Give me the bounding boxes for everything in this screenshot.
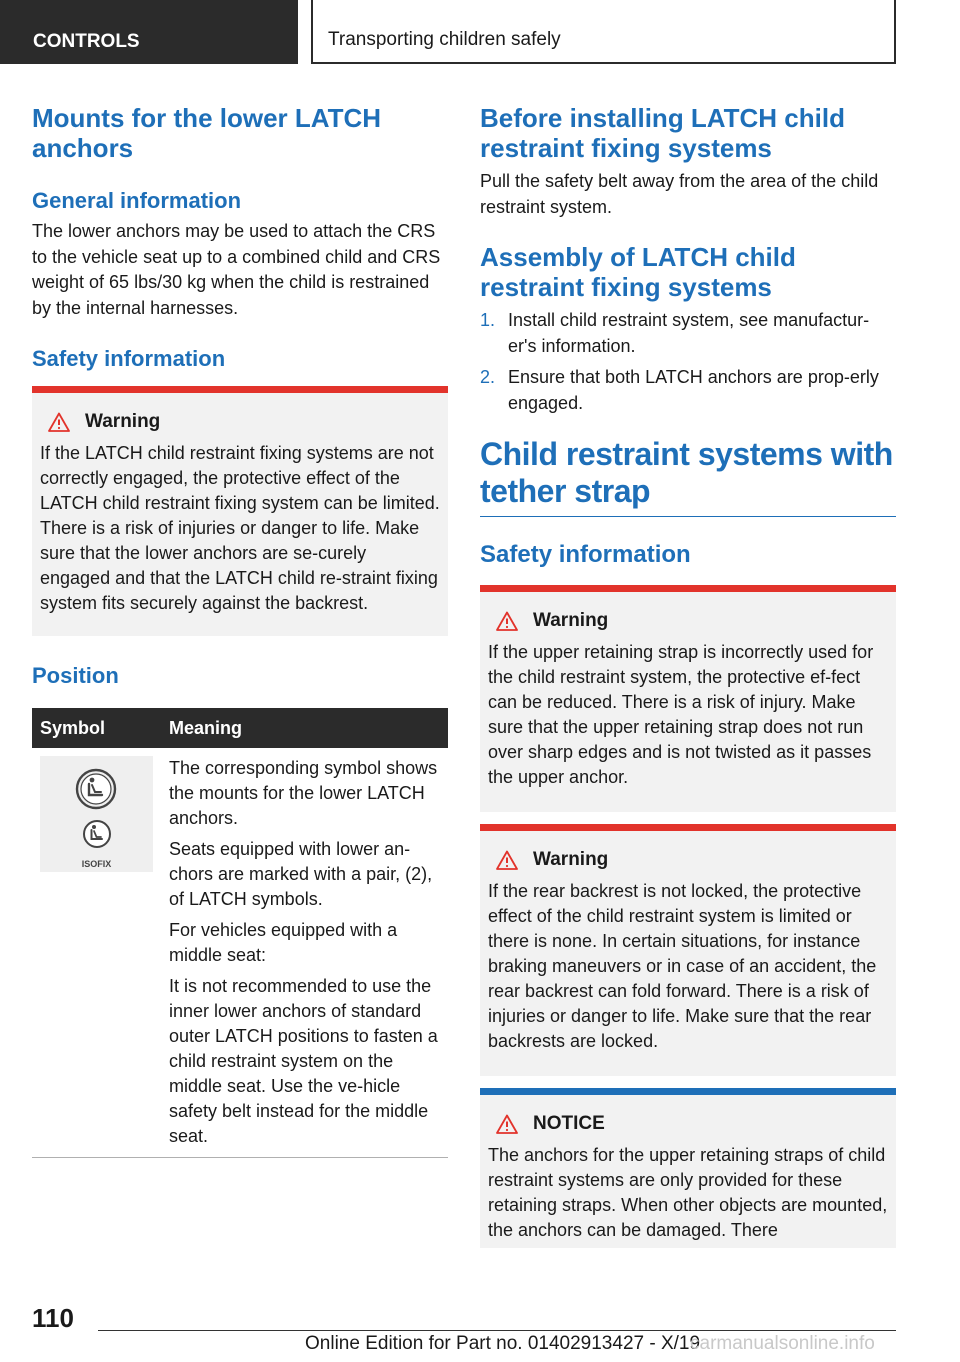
assembly-steps (480, 308, 896, 416)
warning-box (32, 386, 448, 636)
isofix-label: ISOFIX (81, 859, 112, 869)
tether-heading-block (480, 436, 896, 517)
warning-box-strap (480, 585, 896, 812)
notice-box (480, 1088, 896, 1248)
before-installing-text: Pull the safety belt away from the area of the child restraint system. (480, 171, 879, 217)
warning-text: If the LATCH child restraint fixing systems are not correctly engaged, the protective effect of the LATCH child restraint fixing system can be limited. There is a risk of injuries or danger to life. Make sure that the lower anchors are se-curely engaged and that the LATCH child re-straint fixing system fits securely against the backrest. (40, 443, 440, 613)
tether-heading: Child restraint systems with tether strap (480, 436, 893, 509)
table-row (32, 748, 448, 1158)
header-section-tab (0, 0, 298, 64)
notice-triangle-icon (496, 1114, 518, 1134)
footer-edition: Online Edition for Part no. 01402913427 - X/19 (305, 1333, 701, 1354)
general-info-heading: General information (32, 188, 242, 213)
before-installing-heading: Before installing LATCH child restraint fixing systems (480, 103, 845, 163)
step-text: Ensure that both LATCH anchors are prop-erly engaged. (508, 367, 879, 413)
meaning-paragraph: It is not recommended to use the inner lower anchors of standard outer LATCH positions to fasten a child restraint system on the middle seat. Use the ve-hicle safety belt instead for the middle seat. (169, 976, 438, 1146)
left-column (32, 103, 448, 1158)
list-item (480, 365, 896, 416)
list-item (480, 308, 896, 359)
warning-title: Warning (533, 610, 609, 631)
meaning-paragraph: For vehicles equipped with a middle seat: (169, 920, 398, 965)
notice-title-row (488, 1113, 888, 1135)
tether-safety-heading: Safety information (480, 541, 691, 568)
warning-text: If the upper retaining strap is incorrectly used for the child restraint system, the protective ef-fect can be reduced. There is a risk of injury. Make sure that the upper retaining strap does not run over sharp edges and is not twisted as it passes the upper anchor. (488, 642, 874, 787)
header-topic: Transporting children safely (328, 29, 561, 50)
symbol-cell (32, 748, 161, 1158)
notice-title: NOTICE (533, 1113, 605, 1134)
isofix-symbol-icon (80, 818, 114, 852)
col-header-meaning: Meaning (161, 708, 448, 748)
footer-watermark: carmanualsonline.info (690, 1333, 875, 1354)
right-column (480, 103, 896, 1248)
warning-title: Warning (533, 849, 609, 870)
meaning-paragraph: Seats equipped with lower an-chors are marked with a pair, (2), of LATCH symbols. (169, 839, 433, 909)
assembly-heading: Assembly of LATCH child restraint fixing systems (480, 242, 796, 302)
warning-triangle-icon (496, 611, 518, 631)
safety-info-heading: Safety information (32, 346, 226, 371)
warning-text: If the rear backrest is not locked, the protective effect of the child restraint system is limited or there is none. In certain situations, for instance braking maneuvers or in case of an accident, the rear backrest can fold forward. There is a risk of injuries or danger to life. Make sure that the rear backrests are locked. (488, 881, 877, 1051)
latch-symbol-box (40, 756, 153, 872)
child-seat-latch-icon (75, 768, 117, 810)
warning-title-row (40, 411, 440, 433)
warning-triangle-icon (48, 412, 70, 432)
mounts-heading: Mounts for the lower LATCH anchors (32, 103, 382, 163)
table-header-row (32, 708, 448, 748)
notice-text: The anchors for the upper retaining straps of child restraint systems are only provided for these retaining straps. When other objects are mounted, the anchors can be damaged. There (488, 1145, 888, 1240)
step-text: Install child restraint system, see manufactur-er's information. (508, 310, 870, 356)
warning-title-row (488, 610, 888, 632)
meaning-cell (161, 748, 448, 1158)
footer-rule (98, 1330, 896, 1331)
header-section: CONTROLS (33, 31, 140, 52)
general-info-text: The lower anchors may be used to attach the CRS to the vehicle seat up to a combined child and CRS weight of 65 lbs/30 kg when the child is restrained by the internal harnesses. (32, 221, 441, 318)
step-number: 1. (480, 310, 496, 330)
warning-title-row (488, 849, 888, 871)
symbol-table (32, 708, 448, 1158)
header-topic-tab (311, 0, 896, 64)
col-header-symbol: Symbol (32, 708, 161, 748)
meaning-paragraph: The corresponding symbol shows the mounts for the lower LATCH anchors. (169, 758, 438, 828)
step-number: 2. (480, 367, 496, 387)
warning-title: Warning (85, 411, 161, 432)
position-heading: Position (32, 663, 119, 688)
page-number: 110 (32, 1303, 74, 1333)
warning-triangle-icon (496, 850, 518, 870)
warning-box-backrest (480, 824, 896, 1076)
